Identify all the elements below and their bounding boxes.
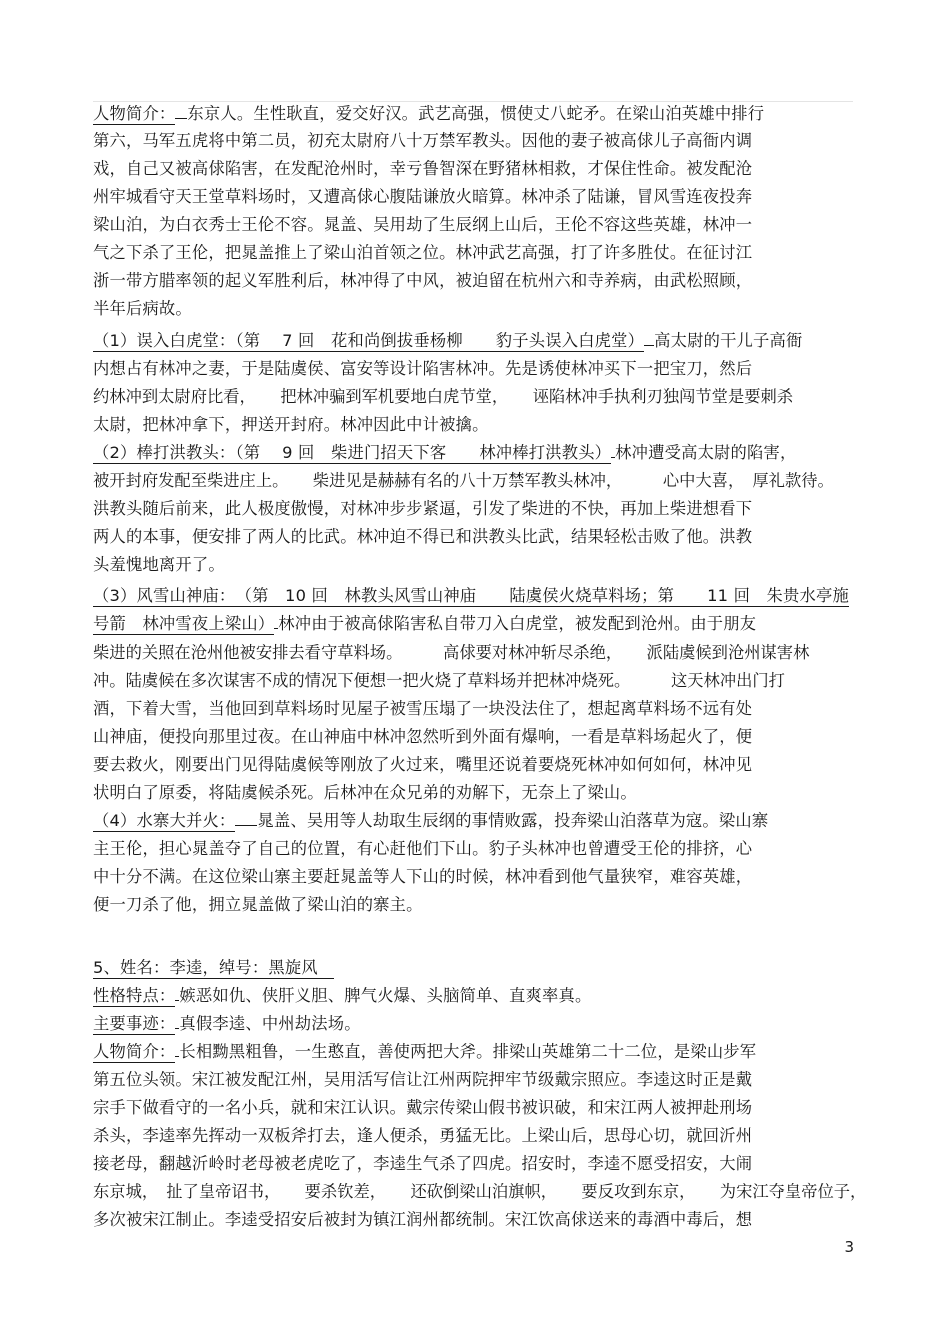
- line-text: 状明白了原委，将陆虞候杀死。后林冲在众兄弟的劝解下，无奈上了梁山。: [93, 783, 637, 802]
- line-text: 约林冲到太尉府比看， 把林冲骗到军机要地白虎节堂， 诬陷林冲手执利刃独闯节堂是要刺杀: [93, 387, 794, 406]
- text-line: [93, 443, 796, 463]
- text-line: [93, 1126, 752, 1146]
- page-number: 3: [844, 1238, 854, 1256]
- line-text: 高太尉的干儿子高衙: [654, 331, 803, 350]
- underlined-heading: （4）水寨大并火：: [93, 811, 236, 830]
- line-text: 柴进的关照在沧州他被安排去看守草料场。 高俅要对林冲斩尽杀绝， 派陆虞候到沧州谋害林: [93, 643, 810, 662]
- underlined-heading: 人物简介：: [93, 1042, 176, 1061]
- line-text: 多次被宋江制止。李逵受招安后被封为镇江润州都统制。宋江饮高俅送来的毒酒中毒后，想: [93, 1210, 753, 1229]
- line-text: 杀头，李逵率先挥动一双板斧打去，逢人便杀，勇猛无比。上梁山后，思母心切，就回沂州: [93, 1126, 753, 1145]
- underlined-heading: （1）误入白虎堂：（第 7 回 花和尚倒拔垂杨柳 豹子头误入白虎堂）: [93, 331, 645, 350]
- line-text: 晁盖、吴用等人劫取生辰纲的事情败露，投奔梁山泊落草为寇。梁山寨: [257, 811, 769, 830]
- text-line: [93, 331, 802, 351]
- underlined-heading: 5、姓名：李逵，绰号：黑旋风: [93, 958, 335, 977]
- line-text: 州牢城看守天王堂草料场时，又遭高俅心腹陆谦放火暗算。林冲杀了陆谦，冒风雪连夜投奔: [93, 187, 753, 206]
- text-line: [93, 555, 225, 575]
- text-line: [93, 215, 752, 235]
- line-text: 戏，自己又被高俅陷害，在发配沧州时，幸亏鲁智深在野猪林相救，才保住性命。被发配沧: [93, 159, 753, 178]
- line-text: 冲。陆虞候在多次谋害不成的情况下便想一把火烧了草料场并把林冲烧死。 这天林冲出门打: [93, 671, 785, 690]
- line-text: 宗手下做看守的一名小兵，就和宋江认识。戴宗传梁山假书被识破，和宋江两人被押赴刑场: [93, 1098, 753, 1117]
- text-line: [93, 131, 752, 151]
- text-line: [93, 271, 752, 291]
- line-text: 东京人。生性耿直，爱交好汉。武艺高强，惯使丈八蛇矛。在梁山泊英雄中排行: [187, 104, 765, 123]
- underlined-heading: 人物简介：: [93, 104, 176, 123]
- line-text: 被开封府发配至柴进庄上。 柴进见是赫赫有名的八十万禁军教头林冲， 心中大喜， 厚礼款待。: [93, 471, 834, 490]
- underline-gap: [235, 824, 257, 826]
- text-line: [93, 727, 752, 747]
- line-text: 要去救火，刚要出门见得陆虞候等刚放了火过来，嘴里还说着要烧死林冲如何如何，林冲见: [93, 755, 753, 774]
- line-text: 头羞愧地离开了。: [93, 555, 225, 574]
- text-line: [93, 104, 764, 124]
- line-text: 两人的本事，便安排了两人的比武。林冲迫不得已和洪教头比武，结果轻松击败了他。洪教: [93, 527, 753, 546]
- line-text: 梁山泊，为白衣秀士王伦不容。晁盖、吴用劫了生辰纲上山后，王伦不容这些英雄，林冲一: [93, 215, 753, 234]
- line-text: 浙一带方腊率领的起义军胜利后，林冲得了中风，被迫留在杭州六和寺养病，由武松照顾，: [93, 271, 753, 290]
- line-text: 第六，马军五虎将中第二员，初充太尉府八十万禁军教头。因他的妻子被高俅儿子高衙内调: [93, 131, 753, 150]
- line-text: 半年后病故。: [93, 299, 192, 318]
- text-line: [93, 643, 809, 663]
- header-rule: [93, 101, 853, 102]
- line-text: 酒，下着大雪，当他回到草料场时见屋子被雪压塌了一块没法住了，想起离草料场不远有处: [93, 699, 753, 718]
- text-line: [93, 527, 752, 547]
- line-text: 真假李逵、中州劫法场。: [179, 1014, 361, 1033]
- line-text: 内想占有林冲之妻，于是陆虞侯、富安等设计陷害林冲。先是诱使林冲买下一把宝刀，然后: [93, 359, 753, 378]
- text-line: [93, 839, 752, 859]
- text-line: [93, 1182, 866, 1202]
- line-text: 嫉恶如仇、侠肝义胆、脾气火爆、头脑简单、直爽率真。: [179, 986, 592, 1005]
- text-line: [93, 586, 849, 606]
- underlined-heading: （3）风雪山神庙： （第 10 回 林教头风雪山神庙 陆虞侯火烧草料场；第 11 回 朱贵水亭施: [93, 586, 849, 605]
- text-line: [93, 243, 752, 263]
- text-line: [93, 755, 752, 775]
- text-line: [93, 1014, 361, 1034]
- text-line: [93, 867, 752, 887]
- line-text: 长相黝黑粗鲁，一生憨直，善使两把大斧。排梁山英雄第二十二位，是梁山步军: [179, 1042, 757, 1061]
- underlined-heading: 性格特点：: [93, 986, 176, 1005]
- text-line: [93, 187, 752, 207]
- text-line: [93, 783, 637, 803]
- text-line: [93, 387, 793, 407]
- line-text: 林冲遭受高太尉的陷害，: [615, 443, 797, 462]
- text-line: [93, 159, 752, 179]
- line-text: 中十分不满。在这位梁山寨主要赶晁盖等人下山的时候，林冲看到他气量狭窄，难容英雄，: [93, 867, 753, 886]
- line-text: 便一刀杀了他，拥立晁盖做了梁山泊的寨主。: [93, 895, 423, 914]
- text-line: [93, 499, 752, 519]
- text-line: [93, 671, 785, 691]
- line-text: 第五位头领。宋江被发配江州，吴用活写信让江州两院押牢节级戴宗照应。李逵这时正是戴: [93, 1070, 753, 1089]
- underlined-heading: （2）棒打洪教头：（第 9 回 柴进门招天下客 林冲棒打洪教头）: [93, 443, 612, 462]
- text-line: [93, 415, 489, 435]
- text-line: [93, 1098, 752, 1118]
- text-line: [93, 299, 192, 319]
- text-line: [93, 958, 334, 978]
- line-text: 气之下杀了王伦，把晁盖推上了梁山泊首领之位。林冲武艺高强，打了许多胜仗。在征讨江: [93, 243, 753, 262]
- text-line: [93, 699, 752, 719]
- line-text: 洪教头随后前来，此人极度傲慢，对林冲步步紧逼，引发了柴进的不快，再加上柴进想看下: [93, 499, 753, 518]
- text-line: [93, 1154, 752, 1174]
- text-line: [93, 1042, 756, 1062]
- line-text: 太尉，把林冲拿下，押送开封府。林冲因此中计被擒。: [93, 415, 489, 434]
- line-text: 山神庙，便投向那里过夜。在山神庙中林冲忽然听到外面有爆响，一看是草料场起火了，便: [93, 727, 753, 746]
- text-line: [93, 1070, 752, 1090]
- text-line: [93, 359, 752, 379]
- line-text: 东京城， 扯了皇帝诏书， 要杀钦差， 还砍倒梁山泊旗帜， 要反攻到东京， 为宋江夺皇帝位子，: [93, 1182, 867, 1201]
- underlined-heading: 主要事迹：: [93, 1014, 176, 1033]
- text-line: [93, 471, 834, 491]
- underline-gap: [644, 344, 654, 346]
- underlined-heading: 号箭 林冲雪夜上梁山）: [93, 614, 275, 633]
- underline-gap: [175, 117, 187, 119]
- text-line: [93, 986, 591, 1006]
- line-text: 主王伦，担心晁盖夺了自己的位置，有心赶他们下山。豹子头林冲也曾遭受王伦的排挤，心: [93, 839, 753, 858]
- line-text: 林冲由于被高俅陷害私自带刀入白虎堂，被发配到沧州。由于朋友: [278, 614, 757, 633]
- text-line: [93, 1210, 752, 1230]
- text-line: [93, 811, 768, 831]
- text-line: [93, 614, 756, 634]
- line-text: 接老母，翻越沂岭时老母被老虎吃了，李逵生气杀了四虎。招安时，李逵不愿受招安，大闹: [93, 1154, 753, 1173]
- text-line: [93, 895, 423, 915]
